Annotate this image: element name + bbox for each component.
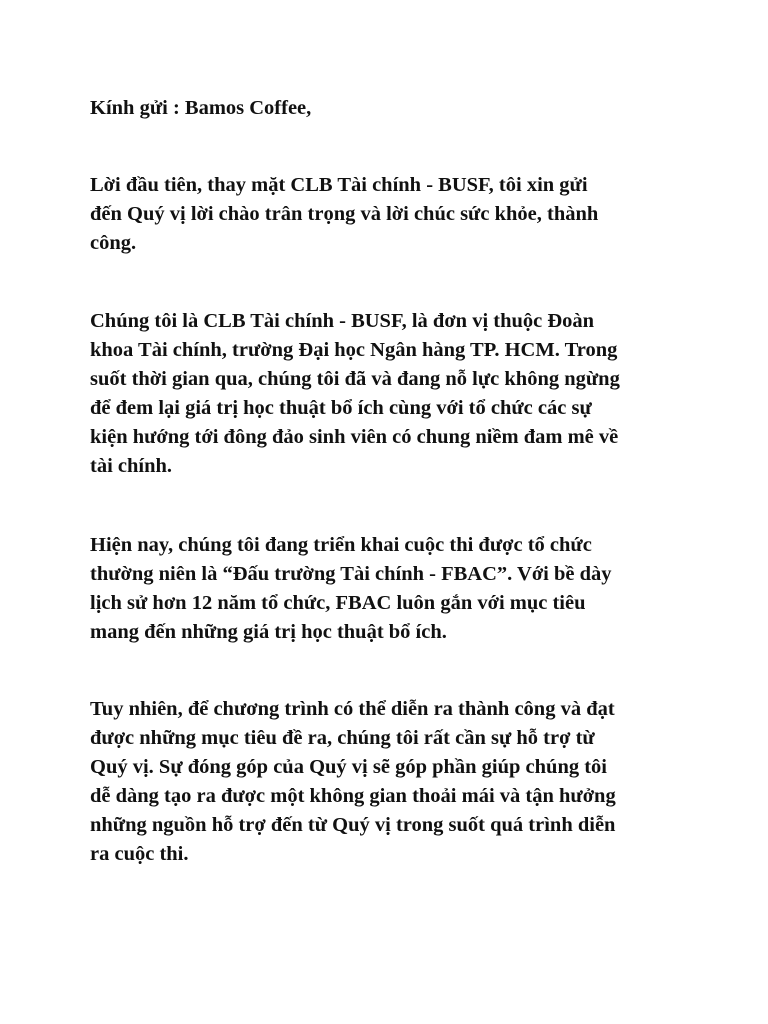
text-line: Tuy nhiên, để chương trình có thể diễn ra thành công và đạt xyxy=(90,698,615,720)
paragraph-opening xyxy=(90,171,690,258)
text-line: dễ dàng tạo ra được một không gian thoải mái và tận hưởng xyxy=(90,785,616,807)
text-line: khoa Tài chính, trường Đại học Ngân hàng TP. HCM. Trong xyxy=(90,339,618,361)
paragraph-competition xyxy=(90,531,690,647)
text-line: Lời đầu tiên, thay mặt CLB Tài chính - BUSF, tôi xin gửi xyxy=(90,174,588,196)
text-line: để đem lại giá trị học thuật bổ ích cùng với tổ chức các sự xyxy=(90,397,592,419)
text-line: Chúng tôi là CLB Tài chính - BUSF, là đơn vị thuộc Đoàn xyxy=(90,310,595,332)
paragraph-introduction xyxy=(90,307,690,481)
letter-greeting xyxy=(90,94,690,123)
text-line: thường niên là “Đấu trường Tài chính - FBAC”. Với bề dày xyxy=(90,563,612,585)
text-line: lịch sử hơn 12 năm tổ chức, FBAC luôn gắn với mục tiêu xyxy=(90,592,586,614)
text-line: kiện hướng tới đông đảo sinh viên có chung niềm đam mê về xyxy=(90,426,619,448)
text-line: Hiện nay, chúng tôi đang triển khai cuộc thi được tổ chức xyxy=(90,534,592,556)
text-line: suốt thời gian qua, chúng tôi đã và đang nỗ lực không ngừng xyxy=(90,368,620,390)
text-line: tài chính. xyxy=(90,455,173,477)
text-line: đến Quý vị lời chào trân trọng và lời chúc sức khỏe, thành xyxy=(90,203,599,225)
text-line: được những mục tiêu đề ra, chúng tôi rất cần sự hỗ trợ từ xyxy=(90,727,595,749)
greeting-line: Kính gửi : Bamos Coffee, xyxy=(90,97,312,119)
text-line: Quý vị. Sự đóng góp của Quý vị sẽ góp phần giúp chúng tôi xyxy=(90,756,607,778)
text-line: ra cuộc thi. xyxy=(90,843,189,865)
paragraph-request xyxy=(90,695,690,869)
text-line: công. xyxy=(90,232,137,254)
text-line: mang đến những giá trị học thuật bổ ích. xyxy=(90,621,447,643)
text-line: những nguồn hỗ trợ đến từ Quý vị trong suốt quá trình diễn xyxy=(90,814,616,836)
